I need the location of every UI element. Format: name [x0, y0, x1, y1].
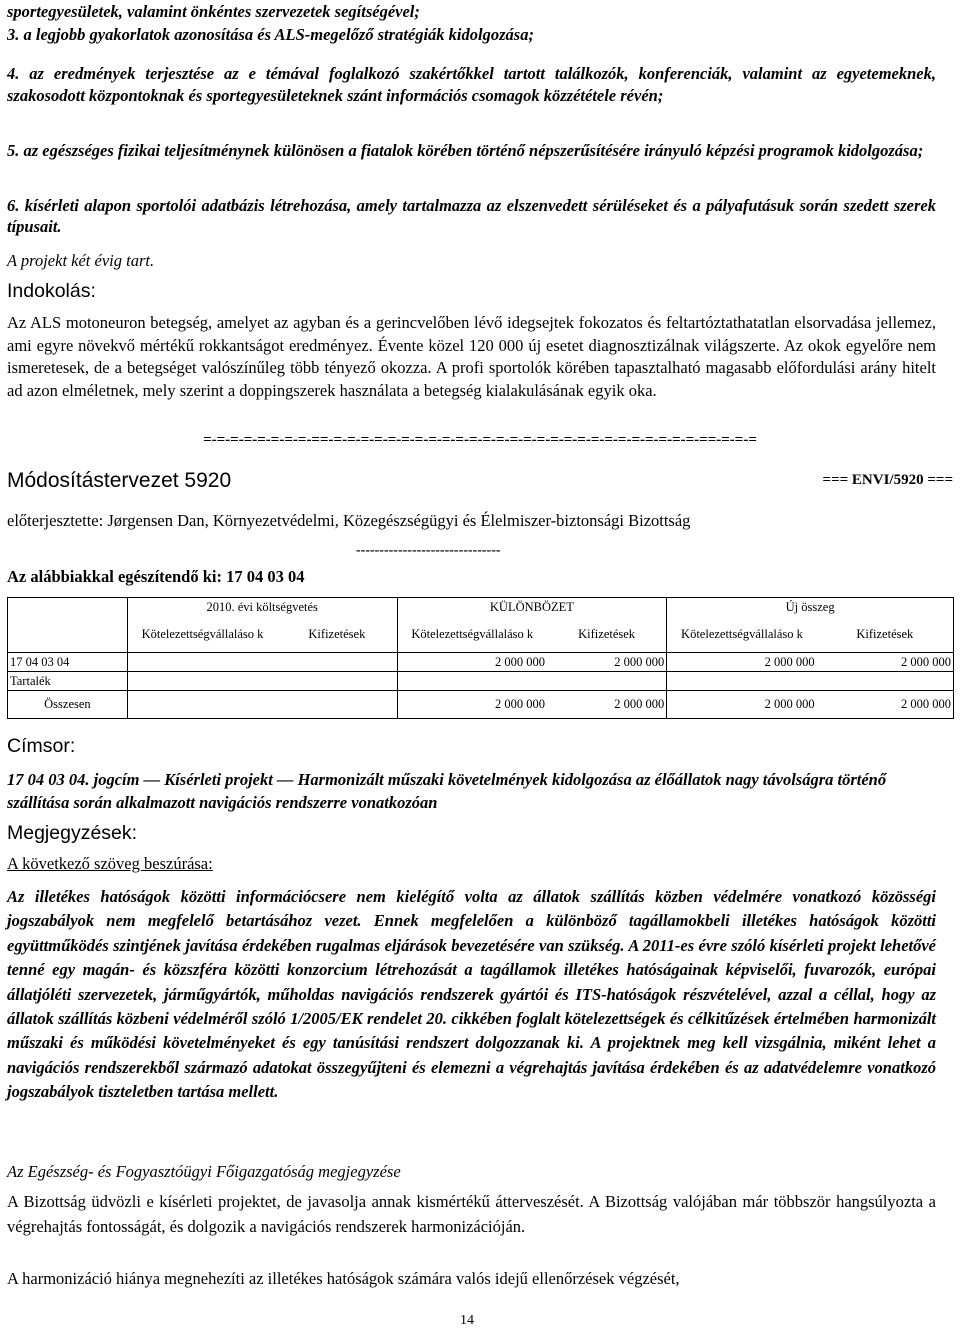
inserted-text: Az illetékes hatóságok közötti információcsere nem kielégítő volta az állatok szállítás közben védelmére vonatkozó közösségi jogszabályok nem megfelelő betartásához vezet. Ennek megfelelően a különböző tagállamokbeli illetékes hatóságok közötti együttműködés szintjének javítása érdekében rugalmas eljárások bevezetésére van szükség. A 2011-es évre szóló kísérleti projekt lehetővé tenné egy magán- és közszféra közötti konzorcium létrehozását a tagállamok illetékes hatóságainak képviselői, fuvarozók, európai állatjóléti szervezetek, járműgyártók, műholdas navigációs rendszerek gyártói és ITS-hatóságok részvételével, azzal a céllal, hogy az állatok szállítás közbeni védelméről szóló 1/2005/EK rendelet 20. cikkében foglalt kötelezettségek és célkitűzések értelmében harmonizált műszaki és működési követelményeket és egy tanúsítási rendszert dolgozzanak ki. A projektnek meg kell vizsgálnia, miként lehet a navigációs rendszerekből származó adatokat összegyűjteni és elemezni a végrehajtás javítása érdekében és az adatvédelemre vonatkozó jogszabályok tiszteletben tartása mellett. — [7, 887, 936, 1102]
group-header-budget-2010: 2010. évi költségvetés — [127, 598, 397, 617]
group-header-new-amount: Új összeg — [667, 598, 954, 617]
table-row — [8, 671, 954, 690]
table-group-header-row — [8, 598, 954, 617]
table-cell — [397, 671, 547, 690]
budget-table — [7, 597, 954, 719]
sub-header-payments: Kifizetések — [578, 626, 636, 641]
table-cell — [277, 671, 397, 690]
group-header-difference: KÜLÖNBÖZET — [397, 598, 667, 617]
row-label: Összesen — [8, 690, 128, 718]
table-cell — [127, 671, 277, 690]
justification-heading: Indokolás: — [7, 280, 96, 302]
sub-header-commitments: Kötelezettségvállaláso k — [397, 616, 547, 652]
amendment-title: Módosítástervezet 5920 — [7, 469, 232, 492]
table-cell: 2 000 000 — [817, 652, 954, 671]
table-cell — [277, 652, 397, 671]
dg-text-1: A Bizottság üdvözli e kísérleti projektet, de javasolja annak kismértékű átterveszését. A Bizottság valójában már többször hangsúlyozta a végrehajtás fontosságát, és dolgozik a navigációs rendszerek harmonizációján. — [7, 1192, 936, 1236]
list-item-4: 4. az eredmények terjesztése az e témával foglalkozó szakértőkkel tartott találkozók, konferenciák, valamint az egyetemeknek, szakosodott központoknak és sportegyesületeknek szánt információs csomagok közzététele révén; — [7, 64, 936, 105]
table-cell: 2 000 000 — [397, 690, 547, 718]
sub-header-payments: Kifizetések — [817, 616, 954, 652]
table-cell: 2 000 000 — [667, 690, 817, 718]
table-cell — [817, 671, 954, 690]
insert-label: A következő szöveg beszúrása: — [7, 854, 213, 873]
dg-heading: Az Egészség- és Fogyasztóügyi Főigazgatóság megjegyzése — [7, 1162, 401, 1181]
table-cell — [667, 671, 817, 690]
tabled-by: előterjesztette: Jørgensen Dan, Környezetvédelmi, Közegészségügyi és Élelmiszer-biztonsági Bizottság — [7, 511, 691, 530]
table-cell — [277, 690, 397, 718]
table-cell: 2 000 000 — [397, 652, 547, 671]
heading-section-text: 17 04 03 04. jogcím — Kísérleti projekt — Harmonizált műszaki követelmények kidolgozása az élőállatok nagy távolságra történő szállítása során alkalmazott navigációs rendszerre vonatkozóan — [7, 770, 887, 812]
add-line: Az alábbiakkal egészítendő ki: 17 04 03 04 — [7, 567, 305, 586]
remarks-heading: Megjegyzések: — [7, 822, 138, 844]
list-item-5: 5. az egészséges fizikai teljesítménynek különösen a fiatalok körében történő népszerűsítésére irányuló képzési programok kidolgozása; — [7, 141, 924, 160]
table-cell — [127, 690, 277, 718]
table-cell — [127, 652, 277, 671]
page-number: 14 — [460, 1313, 474, 1328]
list-item-6: 6. kísérleti alapon sportolói adatbázis létrehozása, amely tartalmazza az elszenvedett sérüléseket és a pályafutásuk során szedett szerek típusait. — [7, 196, 936, 236]
amendment-reference: === ENVI/5920 === — [822, 472, 953, 488]
table-sub-header-row — [8, 616, 954, 652]
sub-header-commitments: Kötelezettségvállaláso k — [667, 616, 817, 652]
row-label: Tartalék — [8, 671, 128, 690]
list-item-2-continuation: sportegyesületek, valamint önkéntes szervezetek segítségével; — [7, 2, 420, 21]
table-cell — [547, 671, 667, 690]
sub-header-commitments: Kötelezettségvállaláso k — [127, 616, 277, 652]
sub-header-payments: Kifizetések — [308, 626, 366, 641]
table-cell: 2 000 000 — [547, 690, 667, 718]
dash-line: ------------------------------- — [356, 543, 501, 558]
table-cell: 2 000 000 — [817, 690, 954, 718]
dg-text-2: A harmonizáció hiánya megnehezíti az illetékes hatóságok számára valós idejű ellenőrzések végzését, — [7, 1269, 680, 1288]
table-row-total — [8, 690, 954, 718]
table-cell: 2 000 000 — [547, 652, 667, 671]
justification-text: Az ALS motoneuron betegség, amelyet az agyban és a gerincvelőben lévő idegsejtek fokozatos és feltartóztathatatlan elsorvadása jellemez, ami egyre növekvő mértékű rokkantságot eredményez. Évente közel 120 000 új esetet diagnosztizálnak világszerte. Az okok egyelőre nem ismeretesek, de a betegséget valószínűleg több tényező okozza. A profi sportolók körében tapasztalható magasabb előfordulási arány hitelt ad azon elméletnek, mely szerint a doppingszerek használata a betegség kialakulásának egyik oka. — [7, 313, 936, 400]
row-label: 17 04 03 04 — [8, 652, 128, 671]
separator-line: =-=-=-=-=-=-=-=-==-=-=-=-=-=-=-=-=-=-=-=-=-=-=-=-=-=-=-=-=-=-=-=-=-=-=-=-==-=-=-= — [203, 432, 757, 448]
heading-section-title: Címsor: — [7, 735, 76, 757]
project-duration: A projekt két évig tart. — [7, 251, 155, 270]
list-item-3: 3. a legjobb gyakorlatok azonosítása és ALS-megelőző stratégiák kidolgozása; — [7, 25, 534, 44]
table-row — [8, 652, 954, 671]
table-cell: 2 000 000 — [667, 652, 817, 671]
